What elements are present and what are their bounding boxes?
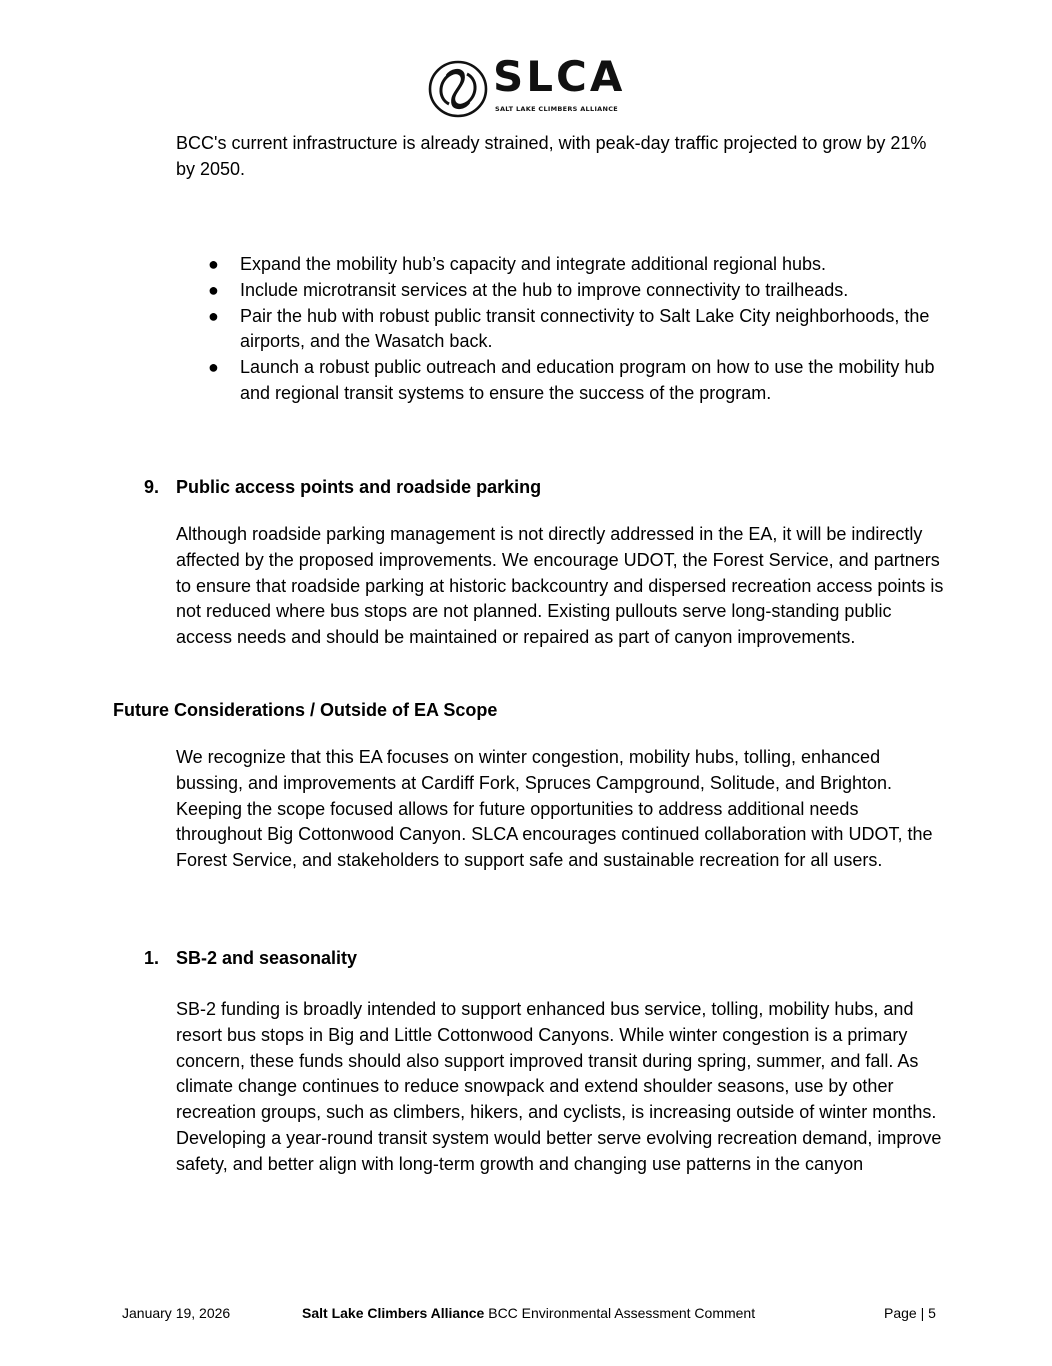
future-considerations-heading: Future Considerations / Outside of EA Scope xyxy=(113,700,498,720)
footer-doc-title: BCC Environmental Assessment Comment xyxy=(484,1305,756,1321)
footer-page-number: Page | 5 xyxy=(884,1305,936,1321)
list-item: ● Launch a robust public outreach and education program on how to use the mobility hub and regional transit systems to ensure the success of the program. xyxy=(208,357,935,403)
section-1-body: SB-2 funding is broadly intended to support enhanced bus service, tolling, mobility hubs, and resort bus stops in Big and Little Cottonwood Canyons. While winter congestion is a primary concern, these funds should also support improved transit during spring, summer, and fall. As climate change continues to reduce snowpack and extend shoulder seasons, use by other recreation groups, such as climbers, hikers, and cyclists, is increasing outside of winter months. Developing a year-round transit system would better serve evolving recreation demand, improve safety, and better align with long-term growth and changing use patterns in the canyon xyxy=(176,999,942,1174)
carabiner-logo-icon xyxy=(427,58,489,120)
bullet-icon: ● xyxy=(208,357,219,378)
section-9-body: Although roadside parking management is not directly addressed in the EA, it will be indirectly affected by the proposed improvements. We encourage UDOT, the Forest Service, and partners to ensure that roadside parking at historic backcountry and dispersed recreation access points is not reduced where bus stops are not planned. Existing pullouts serve long-standing public access needs and should be maintained or repaired as part of canyon improvements. xyxy=(176,524,944,648)
bullet-icon: ● xyxy=(208,279,219,300)
section-number: 1. xyxy=(144,948,160,968)
bullet-icon: ● xyxy=(208,254,219,274)
section-1-heading xyxy=(144,945,358,971)
section-title: SB-2 and seasonality xyxy=(176,948,358,968)
section-9-heading xyxy=(144,474,542,500)
list-item: ● Expand the mobility hub’s capacity and integrate additional regional hubs. xyxy=(176,252,946,278)
bullet-icon: ● xyxy=(208,305,219,326)
list-item: ● Pair the hub with robust public transit connectivity to Salt Lake City neighborhoods, the airports, and the Wasatch back. xyxy=(208,305,930,352)
section-number: 9. xyxy=(144,477,160,497)
logo-wordmark: SLCA xyxy=(493,52,626,101)
intro-paragraph: BCC's current infrastructure is already strained, with peak-day traffic projected to grow by 21% by 2050. xyxy=(176,133,927,179)
footer-title xyxy=(302,1304,755,1322)
logo-subtitle: SALT LAKE CLIMBERS ALLIANCE xyxy=(495,105,619,113)
footer-date: January 19, 2026 xyxy=(122,1305,231,1321)
section-title: Public access points and roadside parking xyxy=(176,477,542,497)
future-considerations-body: We recognize that this EA focuses on winter congestion, mobility hubs, tolling, enhanced bussing, and improvements at Cardiff Fork, Spruces Campground, Solitude, and Brighton. Keeping the scope focused allows for future opportunities to address additional needs throughout Big Cottonwood Canyon. SLCA encourages continued collaboration with UDOT, the Forest Service, and stakeholders to support safe and sustainable recreation for all users. xyxy=(176,747,933,871)
recommendation-list xyxy=(176,252,946,407)
footer-org: Salt Lake Climbers Alliance xyxy=(302,1305,485,1321)
list-item: ● Include microtransit services at the hub to improve connectivity to trailheads. xyxy=(176,278,946,304)
slca-logo xyxy=(427,52,627,120)
